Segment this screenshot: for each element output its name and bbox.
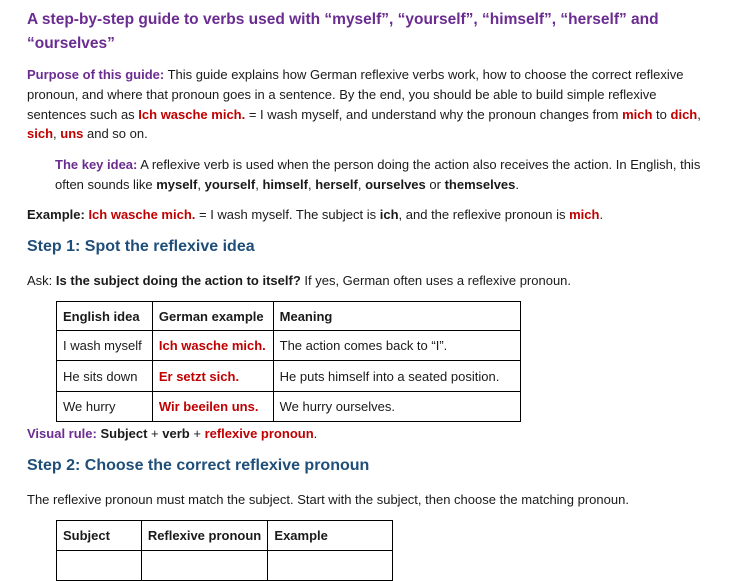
table-row bbox=[57, 392, 521, 422]
step2-intro-paragraph: The reflexive pronoun must match the subject. Start with the subject, then choose the matching pronoun. bbox=[27, 492, 629, 507]
table-header-cell: Reflexive pronoun bbox=[141, 521, 268, 551]
table-header-cell: Subject bbox=[57, 521, 142, 551]
reflexive-examples-table bbox=[56, 301, 521, 422]
visual-rule-line: Visual rule: Subject + verb + reflexive pronoun. bbox=[27, 426, 318, 441]
table-header-cell: German example bbox=[152, 302, 273, 331]
visual-rule-label: Visual rule: bbox=[27, 426, 97, 441]
table-cell: The action comes back to “I”. bbox=[273, 331, 520, 361]
pronoun-dich: dich bbox=[670, 106, 698, 122]
table-cell: I wash myself bbox=[57, 331, 153, 361]
table-row bbox=[57, 361, 521, 392]
pronoun-sich: sich bbox=[27, 126, 54, 142]
key-idea-label: The key idea: bbox=[55, 157, 138, 172]
reflexive-pronoun-table bbox=[56, 520, 393, 581]
step1-heading: Step 1: Spot the reflexive idea bbox=[27, 238, 255, 255]
example-label: Example: bbox=[27, 207, 85, 222]
table-cell bbox=[57, 551, 142, 581]
table-cell: We hurry bbox=[57, 392, 153, 422]
example-paragraph: Example: Ich wasche mich. = I wash myself. The subject is ich, and the reflexive pronoun is mich. bbox=[27, 207, 604, 222]
table-row bbox=[57, 331, 521, 361]
table-cell: We hurry ourselves. bbox=[273, 392, 520, 422]
table-cell: Er setzt sich. bbox=[152, 361, 273, 392]
purpose-label: Purpose of this guide: bbox=[27, 67, 165, 82]
table-header-cell: Example bbox=[268, 521, 393, 551]
table-cell: He sits down bbox=[57, 361, 153, 392]
table-cell: He puts himself into a seated position. bbox=[273, 361, 520, 392]
table-row bbox=[57, 551, 393, 581]
table-cell bbox=[268, 551, 393, 581]
key-idea-paragraph: The key idea: A reflexive verb is used when the person doing the action also receives the action. In English, this often sounds like myself, yourself, himself, herself, ourselves or themselves. bbox=[55, 157, 701, 192]
example-sentence: Ich wasche mich. bbox=[138, 106, 246, 122]
example-sentence-2: Ich wasche mich. bbox=[88, 207, 196, 222]
pronoun-uns: uns bbox=[60, 126, 84, 142]
table-header-cell: English idea bbox=[57, 302, 153, 331]
table-header-cell: Meaning bbox=[273, 302, 520, 331]
table-header-row bbox=[57, 521, 393, 551]
page-title: A step-by-step guide to verbs used with “myself”, “yourself”, “himself”, “herself” and “ourselves” bbox=[27, 11, 659, 52]
step2-heading: Step 2: Choose the correct reflexive pronoun bbox=[27, 457, 370, 474]
ask-question: Is the subject doing the action to itself? bbox=[55, 273, 301, 288]
table-cell: Wir beeilen uns. bbox=[152, 392, 273, 422]
purpose-paragraph: Purpose of this guide: This guide explains how German reflexive verbs work, how to choose the correct reflexive pronoun, and where that pronoun goes in a sentence. By the end, you should be able to build simple reflexive sentences such as Ich wasche mich. = I wash myself, and understand why the pronoun changes from mich to dich, sich, uns and so on. bbox=[27, 67, 701, 142]
table-cell: Ich wasche mich. bbox=[152, 331, 273, 361]
pronoun-mich: mich bbox=[622, 106, 653, 122]
table-header-row bbox=[57, 302, 521, 331]
step1-ask-paragraph: Ask: Is the subject doing the action to itself? If yes, German often uses a reflexive pronoun. bbox=[27, 273, 572, 288]
table-cell bbox=[141, 551, 268, 581]
